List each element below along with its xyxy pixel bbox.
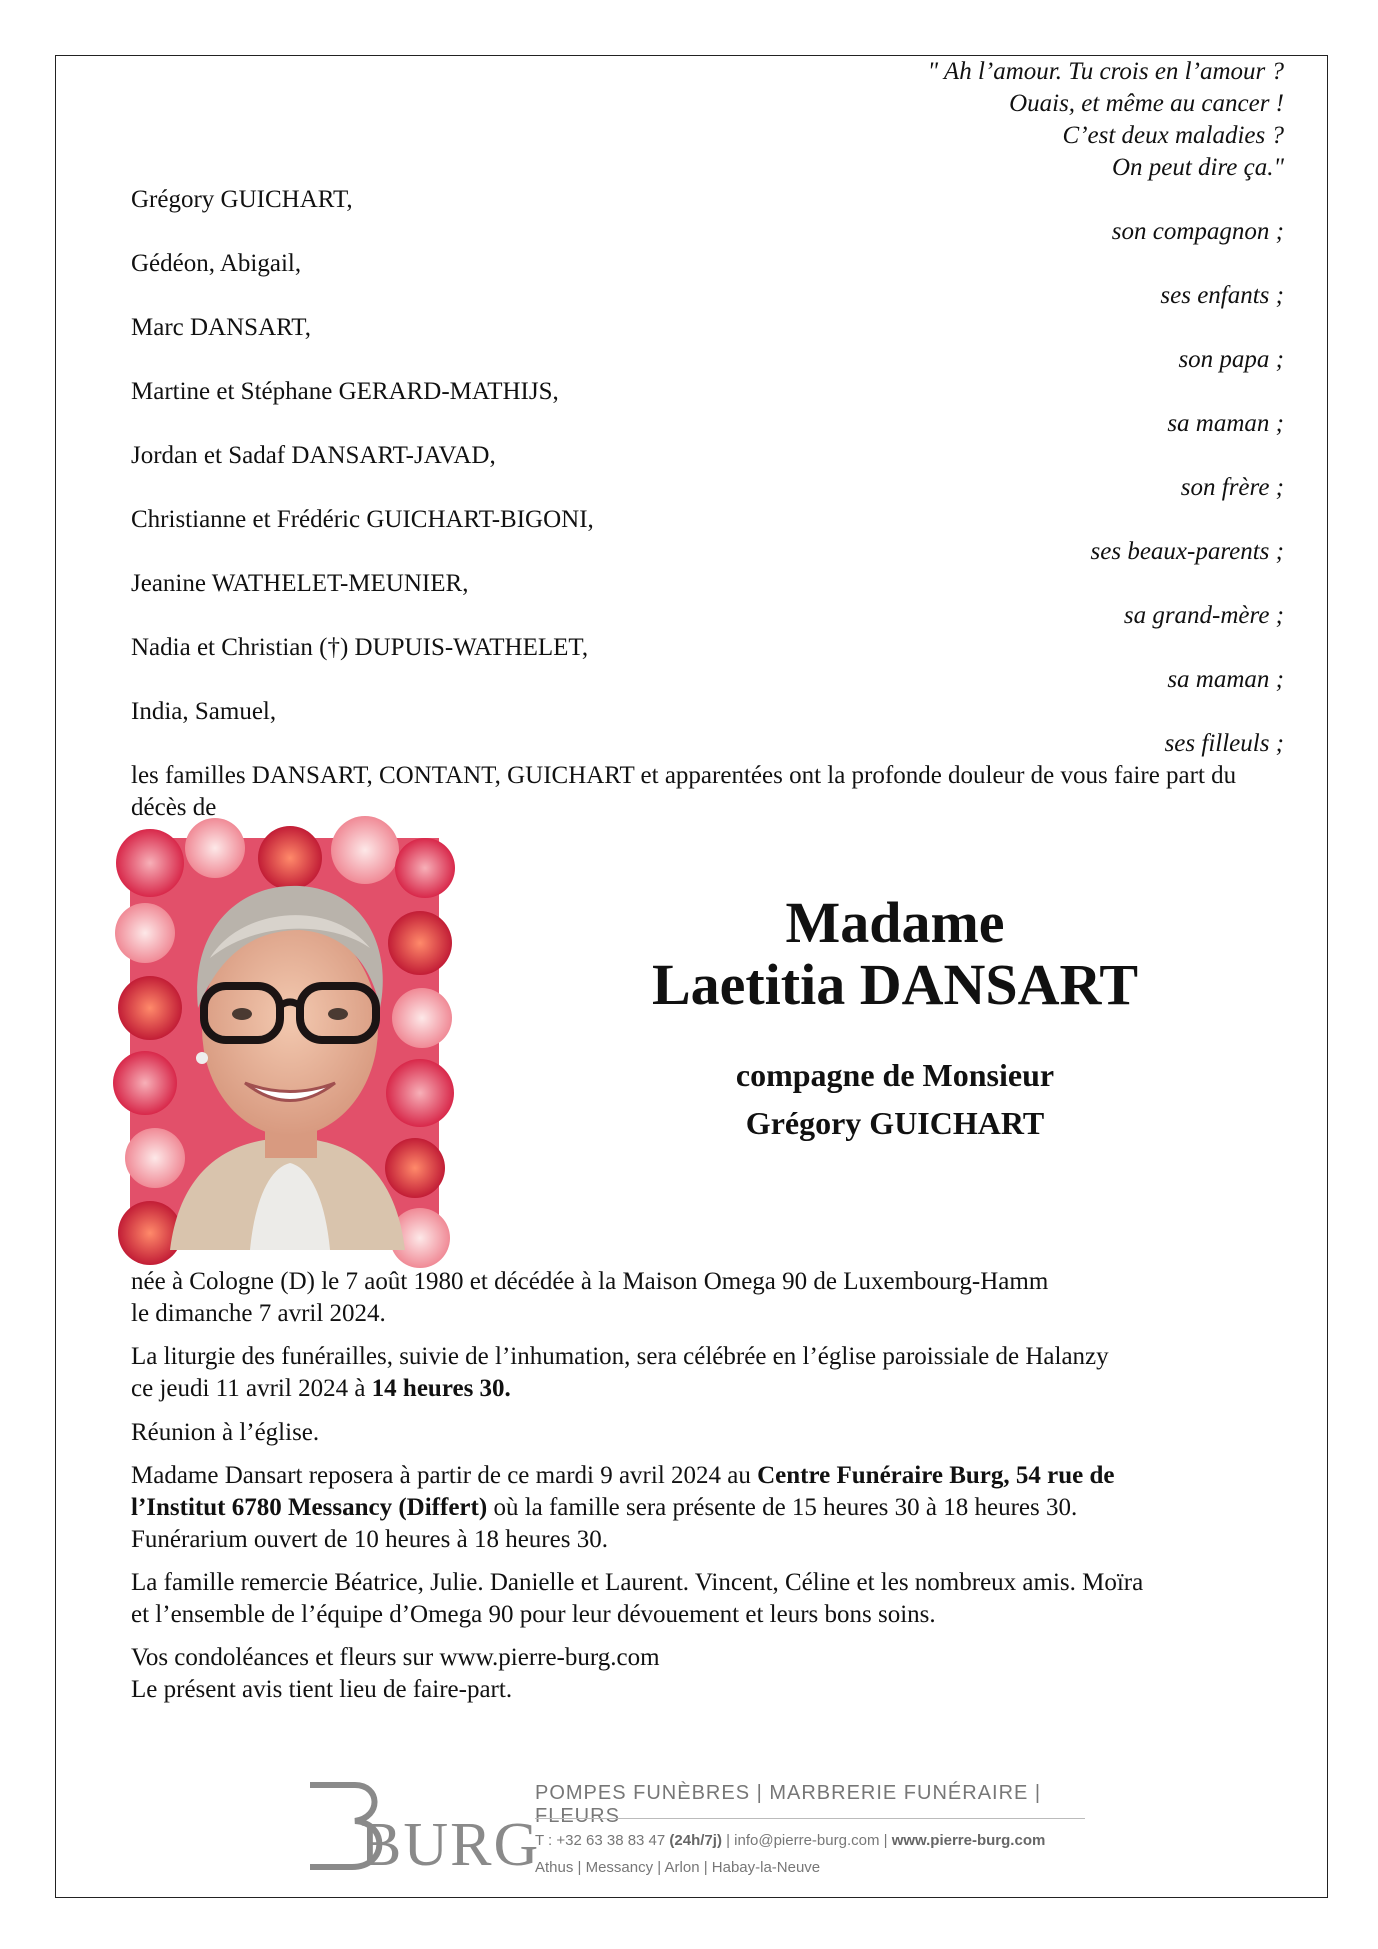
- relative-role: sa maman ;: [1167, 410, 1284, 437]
- relative-role: son compagnon ;: [1111, 218, 1284, 245]
- relative-entry: [131, 696, 1284, 760]
- relative-entry: [131, 632, 1284, 696]
- text-line: La famille remercie Béatrice, Julie. Danielle et Laurent. Vincent, Céline et les nombreux amis. Moïra: [131, 1569, 1144, 1596]
- condolences-line: Vos condoléances et fleurs sur www.pierre-burg.com: [131, 1644, 660, 1671]
- closing-paragraph: [131, 1642, 1281, 1706]
- notice-line: Le présent avis tient lieu de faire-part.: [131, 1676, 513, 1703]
- birth-death-paragraph: [131, 1266, 1281, 1330]
- relative-name: Jeanine WATHELET-MEUNIER,: [131, 570, 469, 597]
- text-span: ce jeudi 11 avril 2024 à: [131, 1375, 372, 1402]
- relative-entry: [131, 440, 1284, 504]
- relative-name: Christianne et Frédéric GUICHART-BIGONI,: [131, 506, 594, 533]
- thanks-paragraph: [131, 1567, 1281, 1631]
- relative-role: son papa ;: [1178, 346, 1284, 373]
- website-link[interactable]: www.pierre-burg.com: [891, 1832, 1046, 1849]
- text-line: née à Cologne (D) le 7 août 1980 et décédée à la Maison Omega 90 de Luxembourg-Hamm: [131, 1268, 1049, 1295]
- text-line: [131, 1460, 1281, 1492]
- deceased-name: Laetitia DANSART: [651, 952, 1139, 1017]
- relative-entry: [131, 248, 1284, 312]
- relative-name: Gédéon, Abigail,: [131, 250, 302, 277]
- text-line: [131, 1373, 1281, 1405]
- relative-entry: [131, 184, 1284, 248]
- text-line: Funérarium ouvert de 10 heures à 18 heures 30.: [131, 1526, 608, 1553]
- contact-line: [535, 1832, 1045, 1849]
- quote-line: On peut dire ça.": [1111, 154, 1284, 181]
- funeral-home-address: Centre Funéraire Burg, 54 rue de: [757, 1462, 1115, 1489]
- relative-name: Marc DANSART,: [131, 314, 311, 341]
- logo-text: BURG: [360, 1811, 541, 1879]
- epigraph-quote: [928, 56, 1284, 184]
- deceased-title: Madame: [785, 890, 1005, 955]
- phone-hours: (24h/7j): [669, 1832, 722, 1849]
- deceased-relation-line1: compagne de Monsieur: [735, 1057, 1055, 1093]
- relative-name: Jordan et Sadaf DANSART-JAVAD,: [131, 442, 496, 469]
- locations-line: Athus | Messancy | Arlon | Habay-la-Neuve: [535, 1859, 821, 1876]
- text-line: le dimanche 7 avril 2024.: [131, 1300, 386, 1327]
- quote-line: C’est deux maladies ?: [1062, 122, 1284, 149]
- relative-entry: [131, 568, 1284, 632]
- company-footer: [290, 1770, 1110, 1880]
- text-span: Madame Dansart reposera à partir de ce mardi 9 avril 2024 au: [131, 1462, 758, 1489]
- services-line: POMPES FUNÈBRES | MARBRERIE FUNÉRAIRE | FLEURS: [535, 1782, 1042, 1827]
- footer-divider: [535, 1818, 1085, 1819]
- relative-name: Grégory GUICHART,: [131, 186, 353, 213]
- funeral-home-paragraph: [131, 1460, 1281, 1556]
- liturgy-paragraph: [131, 1341, 1281, 1405]
- relative-name: Nadia et Christian (†) DUPUIS-WATHELET,: [131, 634, 589, 661]
- quote-line: " Ah l’amour. Tu crois en l’amour ?: [927, 58, 1284, 85]
- ceremony-time: 14 heures 30.: [371, 1375, 511, 1402]
- text-line: La liturgie des funérailles, suivie de l’inhumation, sera célébrée en l’église paroissiale de Halanzy: [131, 1343, 1109, 1370]
- relative-role: sa maman ;: [1167, 666, 1284, 693]
- quote-line: Ouais, et même au cancer !: [1009, 90, 1284, 117]
- relative-role: ses enfants ;: [1160, 282, 1284, 309]
- deceased-relation-line2: Grégory GUICHART: [745, 1105, 1045, 1141]
- relative-name: India, Samuel,: [131, 698, 277, 725]
- meeting-paragraph: Réunion à l’église.: [131, 1419, 320, 1446]
- relative-role: ses filleuls ;: [1164, 730, 1284, 757]
- relative-role: sa grand-mère ;: [1123, 602, 1284, 629]
- funeral-home-address-cont: l’Institut 6780 Messancy (Differt): [131, 1494, 488, 1521]
- announcement-intro: les familles DANSART, CONTANT, GUICHART et apparentées ont la profonde douleur de vous faire part du décès de: [131, 762, 1237, 821]
- relative-role: son frère ;: [1180, 474, 1284, 501]
- relative-entry: [131, 376, 1284, 440]
- phone-text: T : +32 63 38 83 47: [535, 1832, 670, 1849]
- email-text[interactable]: | info@pierre-burg.com |: [721, 1832, 892, 1849]
- portrait-photo: [130, 838, 439, 1250]
- text-line: [131, 1492, 1281, 1524]
- burg-logo: [300, 1775, 541, 1879]
- relative-role: ses beaux-parents ;: [1090, 538, 1284, 565]
- relative-name: Martine et Stéphane GERARD-MATHIJS,: [131, 378, 559, 405]
- relative-entry: [131, 312, 1284, 376]
- text-line: et l’ensemble de l’équipe d’Omega 90 pour leur dévouement et leurs bons soins.: [131, 1601, 936, 1628]
- relative-entry: [131, 504, 1284, 568]
- text-span: où la famille sera présente de 15 heures 30 à 18 heures 30.: [487, 1494, 1078, 1521]
